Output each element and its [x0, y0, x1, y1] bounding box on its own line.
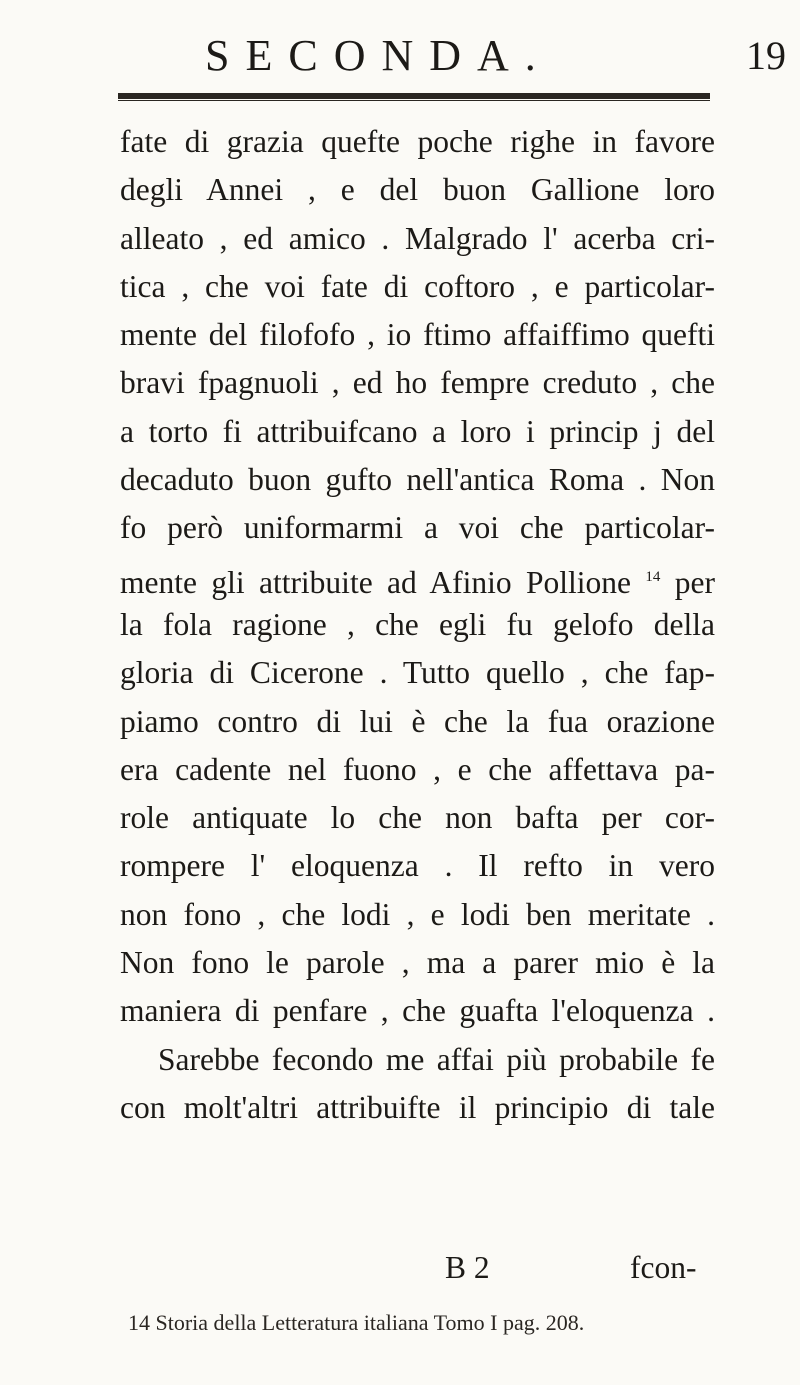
- text-line: fo però uniformarmi a voi che particolar-: [120, 510, 715, 546]
- text-line: Sarebbe fecondo me affai più probabile fe: [158, 1041, 715, 1077]
- text-line: bravi fpagnuoli , ed ho fempre creduto , che: [120, 365, 715, 401]
- running-head: [0, 30, 800, 90]
- catchword: fcon-: [630, 1250, 697, 1285]
- footnote-reference: 14: [645, 568, 661, 585]
- footnote-number: 14: [128, 1310, 150, 1335]
- page-number: 19: [746, 33, 786, 78]
- text-line-with-footnote-ref: [120, 553, 715, 601]
- text-line: piamo contro di lui è che la fua orazione: [120, 703, 715, 739]
- text-line: era cadente nel fuono , e che affettava pa-: [120, 751, 715, 787]
- text-line: role antiquate lo che non bafta per cor-: [120, 800, 715, 836]
- text-line: non fono , che lodi , e lodi ben meritate .: [120, 896, 715, 932]
- text-line: con molt'altri attribuifte il principio di tale: [120, 1089, 715, 1125]
- signature-mark: B 2: [445, 1250, 490, 1285]
- signature-line: [0, 1250, 800, 1296]
- text-line: gloria di Cicerone . Tutto quello , che fap-: [120, 655, 715, 691]
- text-line: alleato , ed amico . Malgrado l' acerba cri-: [120, 220, 715, 256]
- text-line: fate di grazia quefte poche righe in favore: [120, 124, 715, 159]
- text-line-start: mente gli attribuite ad Afinio Pollione: [120, 564, 632, 600]
- text-line: a torto fi attribuifcano a loro i princip j del: [120, 413, 715, 449]
- text-line: maniera di penfare , che guafta l'eloquenza .: [120, 993, 715, 1029]
- body-text: [120, 118, 715, 1132]
- text-line: decaduto buon gufto nell'antica Roma . Non: [120, 462, 715, 498]
- text-line: la fola ragione , che egli fu gelofo della: [120, 606, 715, 642]
- running-title: SECONDA.: [205, 31, 552, 80]
- text-line: degli Annei , e del buon Gallione loro: [120, 172, 715, 208]
- header-rule: [118, 92, 710, 102]
- footnote-text: Storia della Letteratura italiana Tomo I pag. 208.: [155, 1310, 585, 1335]
- text-line: Non fono le parole , ma a parer mio è la: [120, 945, 715, 981]
- text-line: tica , che voi fate di coftoro , e particolar-: [120, 268, 715, 304]
- text-line: rompere l' eloquenza . Il refto in vero: [120, 848, 715, 884]
- text-line-end: per: [674, 564, 716, 600]
- footnote: [128, 1310, 728, 1336]
- text-line: mente del filofofo , io ftimo affaiffimo quefti: [120, 317, 715, 353]
